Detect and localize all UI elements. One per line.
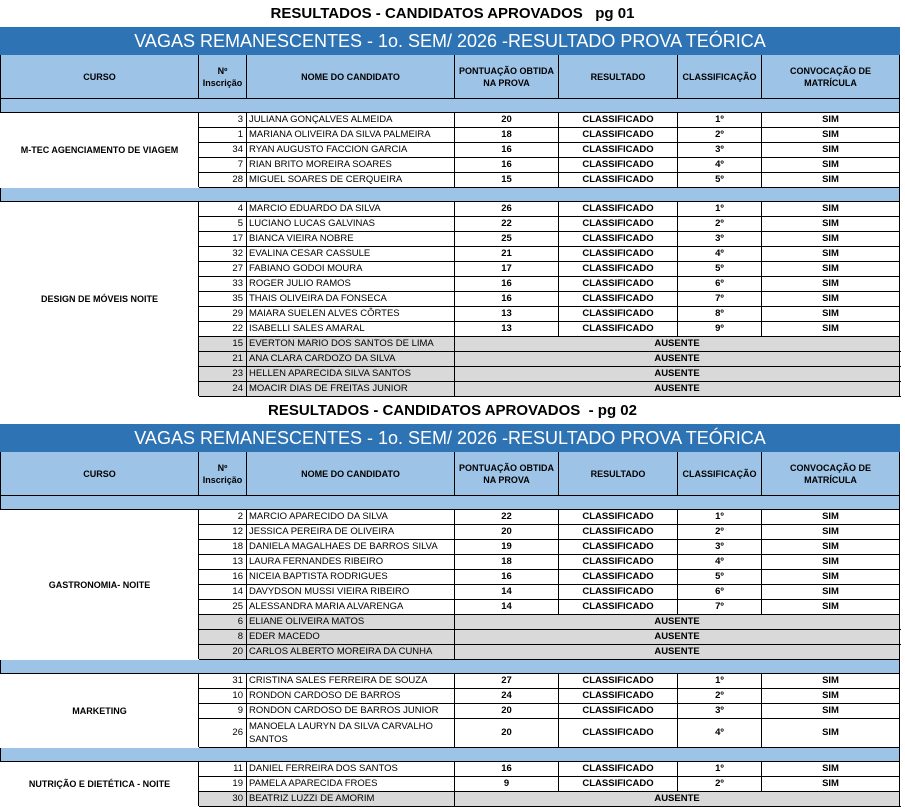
candidate-name: LAURA FERNANDES RIBEIRO: [247, 555, 455, 570]
classification: 6º: [678, 277, 762, 292]
score: 13: [455, 322, 559, 337]
enrollment-call: SIM: [762, 202, 900, 217]
result-status: CLASSIFICADO: [559, 202, 678, 217]
result-status: CLASSIFICADO: [559, 113, 678, 128]
enrollment-call: SIM: [762, 232, 900, 247]
course-name: MARKETING: [1, 674, 199, 748]
enrollment-call: SIM: [762, 307, 900, 322]
enrollment-call: SIM: [762, 704, 900, 719]
result-status: CLASSIFICADO: [559, 277, 678, 292]
result-status: CLASSIFICADO: [559, 585, 678, 600]
inscricao-number: 14: [199, 585, 247, 600]
candidate-name: EVALINA CESAR CASSULE: [247, 247, 455, 262]
separator-cell: [1, 99, 900, 113]
enrollment-call: SIM: [762, 600, 900, 615]
candidate-name: ALESSANDRA MARIA ALVARENGA: [247, 600, 455, 615]
enrollment-call: SIM: [762, 689, 900, 704]
result-status: CLASSIFICADO: [559, 600, 678, 615]
classification: 2º: [678, 777, 762, 792]
separator-cell: [1, 496, 900, 510]
inscricao-number: 13: [199, 555, 247, 570]
enrollment-call: SIM: [762, 113, 900, 128]
candidate-name: PAMELA APARECIDA FROES: [247, 777, 455, 792]
separator-cell: [1, 748, 900, 762]
inscricao-number: 18: [199, 540, 247, 555]
section-separator: [1, 748, 900, 762]
score: 26: [455, 202, 559, 217]
candidate-name: RIAN BRITO MOREIRA SOARES: [247, 158, 455, 173]
inscricao-number: 33: [199, 277, 247, 292]
inscricao-number: 26: [199, 719, 247, 748]
convocacao-header: CONVOCAÇÃO DE MATRÍCULA: [762, 55, 900, 99]
score: 20: [455, 704, 559, 719]
inscricao-number: 2: [199, 510, 247, 525]
candidate-name: RONDON CARDOSO DE BARROS: [247, 689, 455, 704]
score: 20: [455, 719, 559, 748]
candidate-name: JESSICA PEREIRA DE OLIVEIRA: [247, 525, 455, 540]
score: 16: [455, 143, 559, 158]
section-separator: [1, 188, 900, 202]
inscricao-number: 6: [199, 615, 247, 630]
page-title: RESULTADOS - CANDIDATOS APROVADOS pg 01: [270, 5, 635, 22]
banner-row: [1, 425, 900, 452]
enrollment-call: SIM: [762, 540, 900, 555]
enrollment-call: SIM: [762, 143, 900, 158]
section-separator: [1, 660, 900, 674]
result-status: CLASSIFICADO: [559, 570, 678, 585]
result-status: CLASSIFICADO: [559, 689, 678, 704]
inscricao-number: 11: [199, 762, 247, 777]
score: 15: [455, 173, 559, 188]
classification: 1º: [678, 674, 762, 689]
pontuacao-header: PONTUAÇÃO OBTIDA NA PROVA: [455, 452, 559, 496]
candidate-name: DANIELA MAGALHAES DE BARROS SILVA: [247, 540, 455, 555]
enrollment-call: SIM: [762, 217, 900, 232]
score: 16: [455, 277, 559, 292]
absent-status: AUSENTE: [455, 645, 900, 660]
inscricao-number: 28: [199, 173, 247, 188]
score: 25: [455, 232, 559, 247]
enrollment-call: SIM: [762, 762, 900, 777]
inscricao-number: 31: [199, 674, 247, 689]
course-name: DESIGN DE MÓVEIS NOITE: [1, 202, 199, 397]
result-status: CLASSIFICADO: [559, 247, 678, 262]
result-status: CLASSIFICADO: [559, 540, 678, 555]
classification: 9º: [678, 322, 762, 337]
enrollment-call: SIM: [762, 292, 900, 307]
result-status: CLASSIFICADO: [559, 704, 678, 719]
classification: 1º: [678, 762, 762, 777]
candidate-name: ELIANE OLIVEIRA MATOS: [247, 615, 455, 630]
result-status: CLASSIFICADO: [559, 674, 678, 689]
results-table: [0, 424, 900, 807]
score: 14: [455, 585, 559, 600]
enrollment-call: SIM: [762, 158, 900, 173]
candidate-name: MARIANA OLIVEIRA DA SILVA PALMEIRA: [247, 128, 455, 143]
candidate-name: ANA CLARA CARDOZO DA SILVA: [247, 352, 455, 367]
absent-status: AUSENTE: [455, 352, 900, 367]
candidate-name: MIGUEL SOARES DE CERQUEIRA: [247, 173, 455, 188]
result-status: CLASSIFICADO: [559, 158, 678, 173]
result-status: CLASSIFICADO: [559, 217, 678, 232]
classification: 3º: [678, 540, 762, 555]
candidate-name: MOACIR DIAS DE FREITAS JUNIOR: [247, 382, 455, 397]
classification: 4º: [678, 158, 762, 173]
candidate-name: MARCIO EDUARDO DA SILVA: [247, 202, 455, 217]
inscricao-number: 30: [199, 792, 247, 807]
classification: 3º: [678, 232, 762, 247]
results-table: [0, 27, 900, 397]
candidate-name: CARLOS ALBERTO MOREIRA DA CUNHA: [247, 645, 455, 660]
result-status: CLASSIFICADO: [559, 232, 678, 247]
classification: 8º: [678, 307, 762, 322]
absent-status: AUSENTE: [455, 792, 900, 807]
inscricao-number: 27: [199, 262, 247, 277]
candidate-row: [1, 510, 900, 525]
result-status: CLASSIFICADO: [559, 510, 678, 525]
result-status: CLASSIFICADO: [559, 555, 678, 570]
enrollment-call: SIM: [762, 510, 900, 525]
enrollment-call: SIM: [762, 525, 900, 540]
candidate-name: JULIANA GONÇALVES ALMEIDA: [247, 113, 455, 128]
candidate-name: ISABELLI SALES AMARAL: [247, 322, 455, 337]
inscricao-number: 32: [199, 247, 247, 262]
candidate-name: LUCIANO LUCAS GALVINAS: [247, 217, 455, 232]
result-status: CLASSIFICADO: [559, 322, 678, 337]
course-name: GASTRONOMIA- NOITE: [1, 510, 199, 660]
curso-header: CURSO: [1, 452, 199, 496]
classification: 1º: [678, 113, 762, 128]
candidate-name: NICEIA BAPTISTA RODRIGUES: [247, 570, 455, 585]
inscricao-number: 3: [199, 113, 247, 128]
inscricao-number: 17: [199, 232, 247, 247]
inscricao-number: 16: [199, 570, 247, 585]
candidate-name: RYAN AUGUSTO FACCION GARCIA: [247, 143, 455, 158]
score: 20: [455, 113, 559, 128]
result-status: CLASSIFICADO: [559, 292, 678, 307]
course-name: NUTRIÇÃO E DIETÉTICA - NOITE: [1, 762, 199, 807]
candidate-name: HELLEN APARECIDA SILVA SANTOS: [247, 367, 455, 382]
score: 22: [455, 510, 559, 525]
classification: 4º: [678, 719, 762, 748]
inscricao-number: 1: [199, 128, 247, 143]
enrollment-call: SIM: [762, 777, 900, 792]
enrollment-call: SIM: [762, 322, 900, 337]
inscricao-number: 35: [199, 292, 247, 307]
candidate-row: [1, 762, 900, 777]
enrollment-call: SIM: [762, 277, 900, 292]
score: 17: [455, 262, 559, 277]
score: 19: [455, 540, 559, 555]
enrollment-call: SIM: [762, 719, 900, 748]
classification: 2º: [678, 525, 762, 540]
classification: 4º: [678, 247, 762, 262]
candidate-name: DAVYDSON MUSSI VIEIRA RIBEIRO: [247, 585, 455, 600]
inscricao-number: 23: [199, 367, 247, 382]
result-status: CLASSIFICADO: [559, 173, 678, 188]
nome-header: NOME DO CANDIDATO: [247, 55, 455, 99]
inscricao-header: Nº Inscrição: [199, 452, 247, 496]
pontuacao-header: PONTUAÇÃO OBTIDA NA PROVA: [455, 55, 559, 99]
section-separator: [1, 496, 900, 510]
classification: 4º: [678, 555, 762, 570]
inscricao-number: 19: [199, 777, 247, 792]
score: 13: [455, 307, 559, 322]
result-status: CLASSIFICADO: [559, 762, 678, 777]
enrollment-call: SIM: [762, 173, 900, 188]
candidate-name: BEATRIZ LUZZI DE AMORIM: [247, 792, 455, 807]
result-status: CLASSIFICADO: [559, 777, 678, 792]
inscricao-number: 7: [199, 158, 247, 173]
resultado-header: RESULTADO: [559, 452, 678, 496]
absent-status: AUSENTE: [455, 615, 900, 630]
classification: 2º: [678, 128, 762, 143]
candidate-name: BIANCA VIEIRA NOBRE: [247, 232, 455, 247]
score: 16: [455, 762, 559, 777]
resultado-header: RESULTADO: [559, 55, 678, 99]
inscricao-number: 29: [199, 307, 247, 322]
inscricao-number: 21: [199, 352, 247, 367]
classification: 3º: [678, 143, 762, 158]
inscricao-number: 20: [199, 645, 247, 660]
candidate-name: EDER MACEDO: [247, 630, 455, 645]
enrollment-call: SIM: [762, 247, 900, 262]
score: 22: [455, 217, 559, 232]
candidate-name: EVERTON MARIO DOS SANTOS DE LIMA: [247, 337, 455, 352]
classification: 3º: [678, 704, 762, 719]
inscricao-number: 9: [199, 704, 247, 719]
score: 18: [455, 128, 559, 143]
course-name: M-TEC AGENCIAMENTO DE VIAGEM: [1, 113, 199, 188]
score: 20: [455, 525, 559, 540]
classification: 2º: [678, 689, 762, 704]
score: 9: [455, 777, 559, 792]
result-status: CLASSIFICADO: [559, 307, 678, 322]
result-status: CLASSIFICADO: [559, 525, 678, 540]
classification: 1º: [678, 510, 762, 525]
classification: 5º: [678, 173, 762, 188]
result-status: CLASSIFICADO: [559, 143, 678, 158]
score: 16: [455, 158, 559, 173]
enrollment-call: SIM: [762, 262, 900, 277]
curso-header: CURSO: [1, 55, 199, 99]
inscricao-number: 5: [199, 217, 247, 232]
convocacao-header: CONVOCAÇÃO DE MATRÍCULA: [762, 452, 900, 496]
result-status: CLASSIFICADO: [559, 719, 678, 748]
classification: 1º: [678, 202, 762, 217]
candidate-name: MANOELA LAURYN DA SILVA CARVALHO SANTOS: [247, 719, 455, 748]
enrollment-call: SIM: [762, 128, 900, 143]
classification: 7º: [678, 292, 762, 307]
enrollment-call: SIM: [762, 585, 900, 600]
inscricao-number: 22: [199, 322, 247, 337]
enrollment-call: SIM: [762, 555, 900, 570]
inscricao-header: Nº Inscrição: [199, 55, 247, 99]
candidate-row: [1, 674, 900, 689]
candidate-row: [1, 202, 900, 217]
candidate-name: FABIANO GODOI MOURA: [247, 262, 455, 277]
result-status: CLASSIFICADO: [559, 262, 678, 277]
classificacao-header: CLASSIFICAÇÃO: [678, 452, 762, 496]
enrollment-call: SIM: [762, 674, 900, 689]
page-title: RESULTADOS - CANDIDATOS APROVADOS - pg 02: [268, 402, 637, 419]
candidate-row: [1, 113, 900, 128]
score: 21: [455, 247, 559, 262]
score: 24: [455, 689, 559, 704]
absent-status: AUSENTE: [455, 367, 900, 382]
classification: 2º: [678, 217, 762, 232]
inscricao-number: 12: [199, 525, 247, 540]
header-row: [1, 452, 900, 496]
inscricao-number: 34: [199, 143, 247, 158]
separator-cell: [1, 188, 900, 202]
inscricao-number: 4: [199, 202, 247, 217]
candidate-name: MAIARA SUELEN ALVES CÔRTES: [247, 307, 455, 322]
classification: 6º: [678, 585, 762, 600]
enrollment-call: SIM: [762, 570, 900, 585]
classification: 5º: [678, 262, 762, 277]
banner-row: [1, 28, 900, 55]
score: 14: [455, 600, 559, 615]
inscricao-number: 8: [199, 630, 247, 645]
score: 18: [455, 555, 559, 570]
results-banner: VAGAS REMANESCENTES - 1o. SEM/ 2026 -RESULTADO PROVA TEÓRICA: [1, 425, 900, 452]
inscricao-number: 10: [199, 689, 247, 704]
classificacao-header: CLASSIFICAÇÃO: [678, 55, 762, 99]
score: 27: [455, 674, 559, 689]
nome-header: NOME DO CANDIDATO: [247, 452, 455, 496]
classification: 5º: [678, 570, 762, 585]
score: 16: [455, 292, 559, 307]
absent-status: AUSENTE: [455, 337, 900, 352]
absent-status: AUSENTE: [455, 630, 900, 645]
candidate-name: RONDON CARDOSO DE BARROS JUNIOR: [247, 704, 455, 719]
inscricao-number: 24: [199, 382, 247, 397]
inscricao-number: 25: [199, 600, 247, 615]
header-row: [1, 55, 900, 99]
inscricao-number: 15: [199, 337, 247, 352]
candidate-name: ROGER JULIO RAMOS: [247, 277, 455, 292]
section-separator: [1, 99, 900, 113]
classification: 7º: [678, 600, 762, 615]
score: 16: [455, 570, 559, 585]
candidate-name: DANIEL FERREIRA DOS SANTOS: [247, 762, 455, 777]
candidate-name: CRISTINA SALES FERREIRA DE SOUZA: [247, 674, 455, 689]
absent-status: AUSENTE: [455, 382, 900, 397]
result-status: CLASSIFICADO: [559, 128, 678, 143]
candidate-name: MARCIO APARECIDO DA SILVA: [247, 510, 455, 525]
candidate-name: THAIS OLIVEIRA DA FONSECA: [247, 292, 455, 307]
results-banner: VAGAS REMANESCENTES - 1o. SEM/ 2026 -RESULTADO PROVA TEÓRICA: [1, 28, 900, 55]
separator-cell: [1, 660, 900, 674]
